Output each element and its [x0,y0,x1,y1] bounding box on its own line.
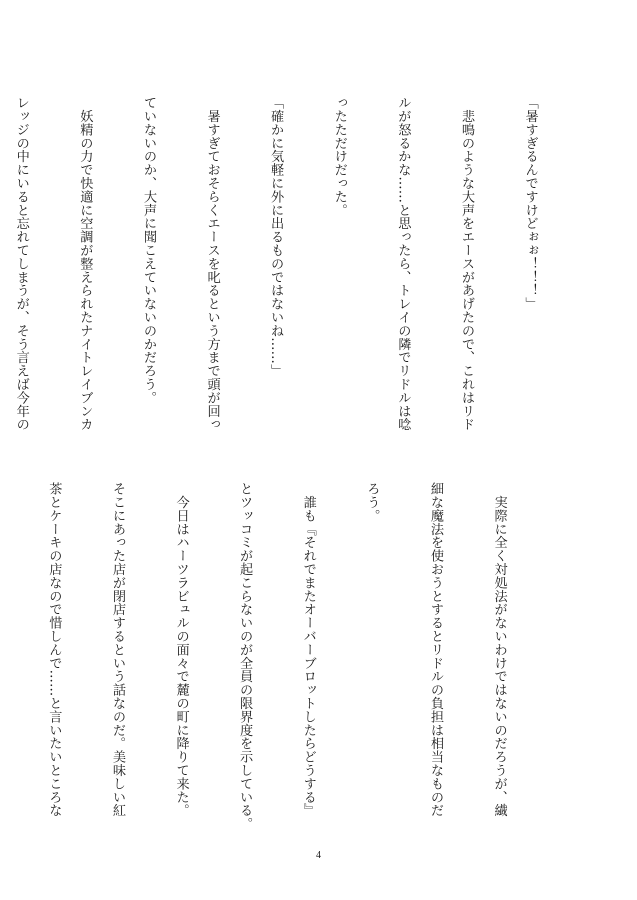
text-line: 妖精の力で快適に空調が整えられたナイトレイブンカ [77,96,93,431]
text-line: 実際に全く対処法がないわけではないのだろうが、繊 [491,482,507,817]
text-line: そこにあった店が閉店するという話なのだ。美味しい紅 [109,482,125,817]
text-line: 「暑すぎるんですけどぉぉ！！！」 [522,96,538,311]
text-line: ていないのか、大声に聞こえていないのかだろう。 [140,96,156,405]
text-line: ろう。 [364,482,380,523]
text-line: 細な魔法を使おうとするとリドルの負担は相当なものだ [427,482,443,817]
text-line: とツッコミが起こらないのが全員の限界度を示している。 [237,482,253,831]
text-line: 今日はハーツラビュルの面々で麓の町に降りて来た。 [173,482,189,817]
text-line: 「確かに気軽に外に出るものではないね……」 [268,96,284,378]
text-line: 誰も『それでまたオーバーブロットしたらどうする』 [300,482,316,817]
text-block-top [13,96,583,431]
text-line: レッジの中にいると忘れてしまうが、そう言えば今年の [13,96,29,431]
text-line: 暑すぎておそらくエースを叱るという方まで頭が回っ [204,96,220,431]
text-line [0,482,1,818]
page-number: 4 [316,850,321,861]
text-line: ルが怒るかな……と思ったら、トレイの隣でリドルは唸 [395,96,411,431]
text-line: 悲鳴のような大声をエースがあげたので、これはリド [458,96,474,431]
text-line: 茶とケーキの店なので惜しんで……と言いたいところな [46,482,62,817]
text-line: ったただけだった。 [331,96,347,217]
text-block-bottom [46,482,552,831]
